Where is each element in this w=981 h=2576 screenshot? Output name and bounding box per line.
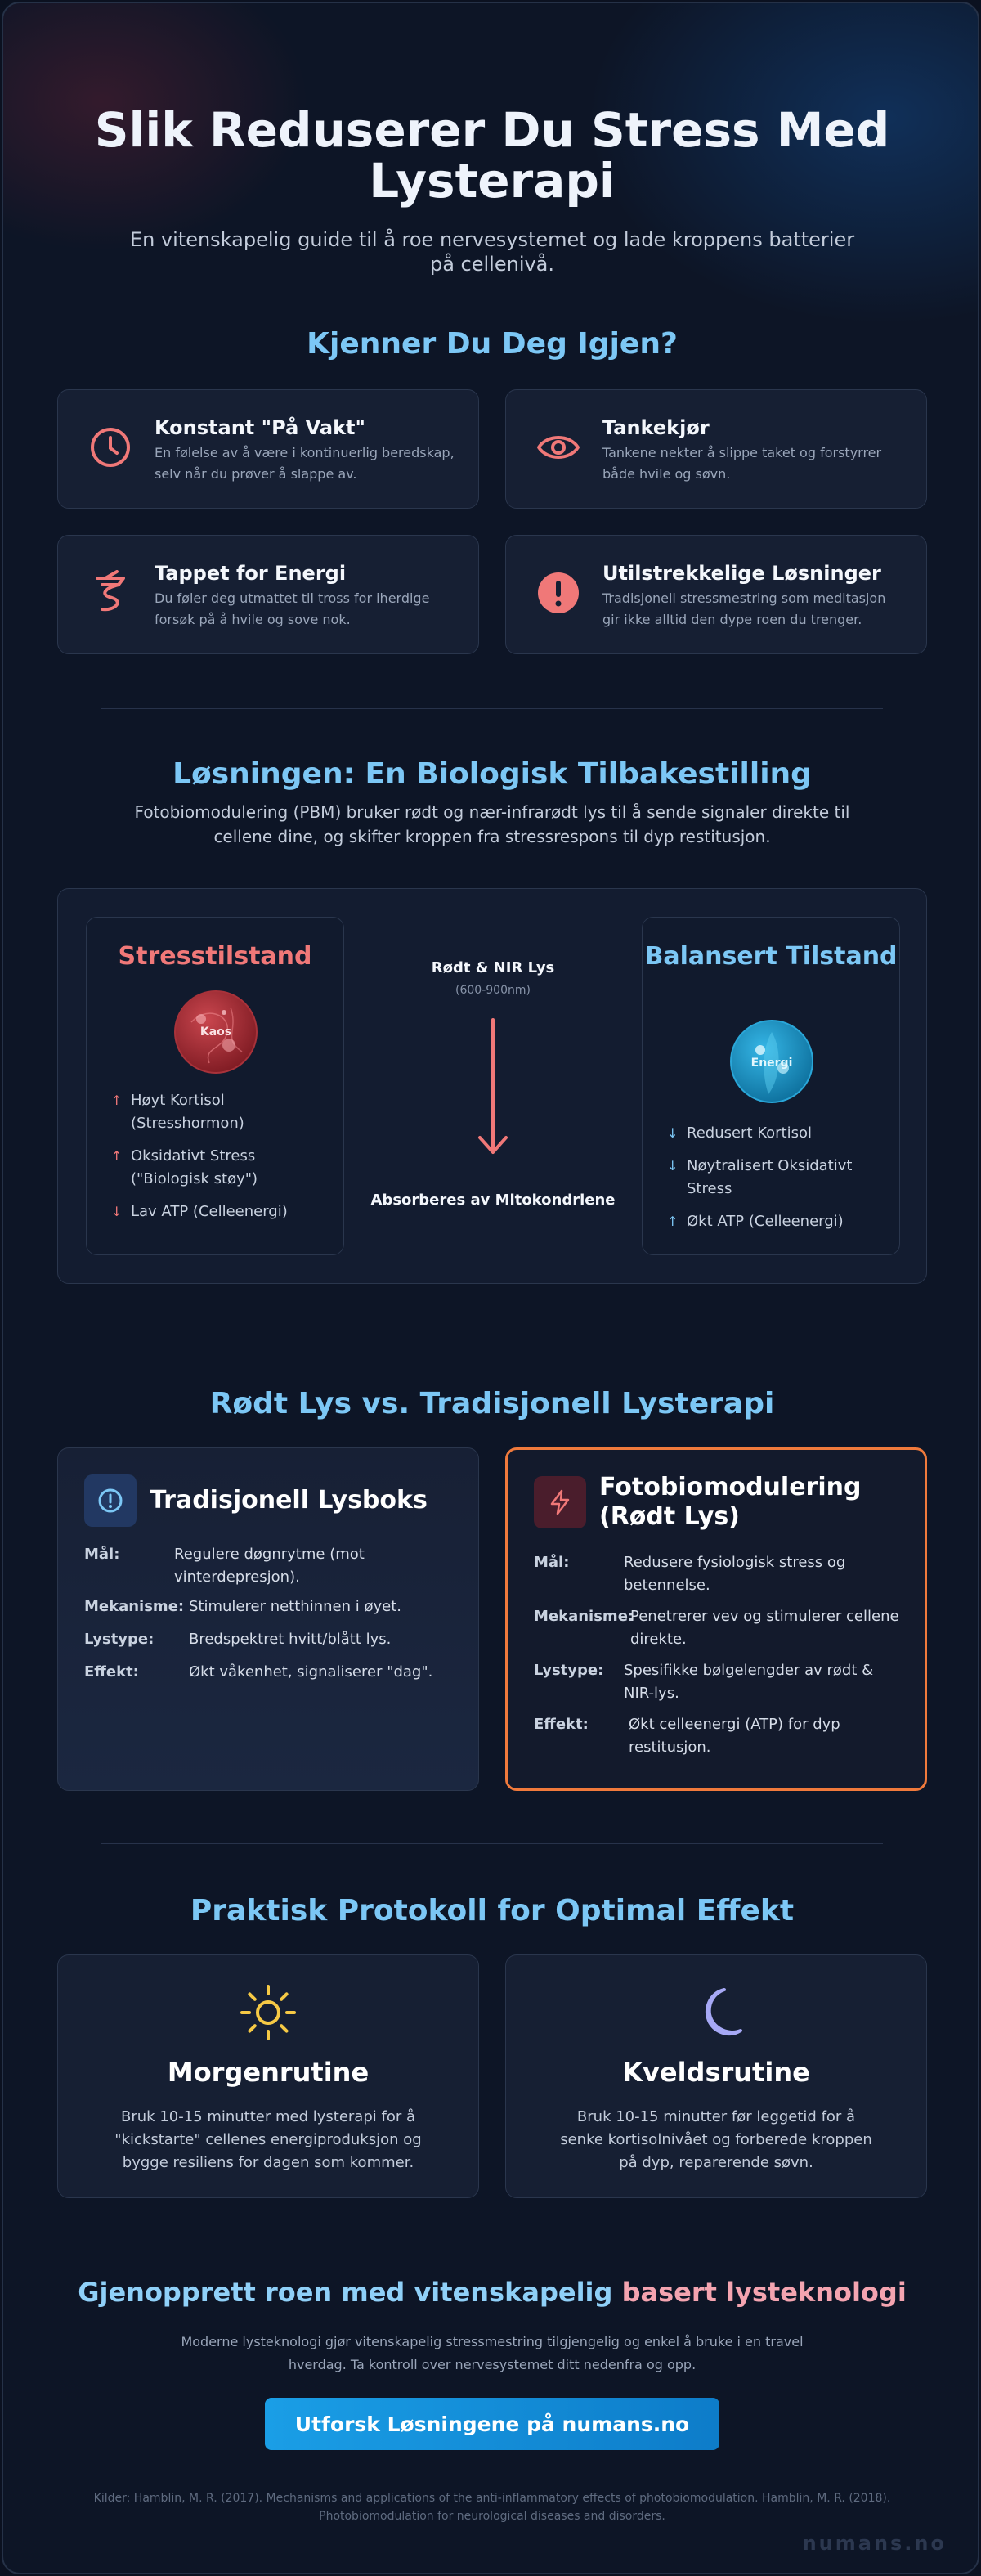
row-value: Penetrerer vev og stimulerer cellene direkte. <box>630 1608 899 1648</box>
protocol-heading: Praktisk Protokoll for Optimal Effekt <box>190 1894 795 1928</box>
symptom-title: Utilstrekkelige Løsninger <box>602 562 881 585</box>
solution-heading: Løsningen: En Biologisk Tilbakestilling <box>172 757 812 791</box>
symptom-desc: Du føler deg utmattet til tross for iherdige forsøk på å hvile og sove nok. <box>155 590 430 627</box>
symptoms-heading: Kjenner Du Deg Igjen? <box>307 327 678 361</box>
pbm-title: Fotobiomodulering (Rødt Lys) <box>599 1473 862 1531</box>
moon-icon <box>687 1983 746 2042</box>
morning-title: Morgenrutine <box>167 2057 370 2088</box>
light-transition <box>344 917 642 1255</box>
info-icon <box>97 1488 123 1514</box>
balanced-item-text: Økt ATP (Celleenergi) <box>687 1213 844 1230</box>
chaos-orb-label: Kaos <box>199 1025 232 1039</box>
info-icon-box <box>84 1474 137 1527</box>
stress-state-box <box>86 917 344 1255</box>
balanced-state-box <box>642 917 900 1255</box>
clock-icon <box>87 424 133 470</box>
page-title: Slik Reduserer Du Stress Med Lysterapi <box>94 102 890 209</box>
balanced-item-text: Redusert Kortisol <box>687 1124 813 1142</box>
symptom-title: Tappet for Energi <box>155 562 347 585</box>
arrow-down-icon <box>477 1018 509 1157</box>
comparison-heading: Rødt Lys vs. Tradisjonell Lysterapi <box>209 1387 775 1420</box>
stress-item <box>111 1089 329 1135</box>
row-key: Lystype: <box>534 1662 604 1679</box>
symptom-card-drained <box>57 535 479 654</box>
pbm-row-mechanism <box>534 1605 900 1651</box>
pbm-card <box>505 1447 927 1791</box>
eye-icon <box>535 424 581 470</box>
infographic-page <box>2 2 979 2574</box>
row-key: Lystype: <box>84 1631 155 1648</box>
symptom-desc: Tankene nekter å slippe taket og forstyrrer både hvile og søvn. <box>602 445 882 482</box>
stress-item-text: Lav ATP (Celleenergi) <box>131 1203 288 1220</box>
traditional-title: Tradisjonell Lysboks <box>150 1486 428 1515</box>
stress-item <box>111 1145 329 1191</box>
energy-orb-label: Energi <box>750 1057 793 1070</box>
balanced-item <box>667 1122 885 1145</box>
alert-icon <box>535 570 581 616</box>
symptom-card-on-guard <box>57 389 479 509</box>
traditional-row-goal <box>84 1543 454 1589</box>
light-label: Rødt & NIR Lys <box>431 959 555 976</box>
brand-watermark: numans.no <box>802 2532 947 2555</box>
balanced-item-text: Nøytralisert Oksidativt Stress <box>687 1157 853 1197</box>
row-value: Bredspektret hvitt/blått lys. <box>189 1631 392 1648</box>
stress-item-text: Høyt Kortisol (Stresshormon) <box>131 1092 244 1132</box>
arrow-down-icon: ↓ <box>667 1125 679 1141</box>
row-key: Effekt: <box>84 1663 139 1681</box>
evening-routine-card <box>505 1954 927 2198</box>
symptom-card-racing-thoughts <box>505 389 927 509</box>
wavelength-label: (600-900nm) <box>455 984 531 997</box>
pbm-row-effect <box>534 1713 900 1759</box>
row-key: Mekanisme: <box>84 1598 185 1615</box>
evening-desc: Bruk 10-15 minutter før leggetid for å senke kortisolnivået og forberede kroppen på dyp, reparerende søvn. <box>560 2108 872 2171</box>
row-key: Mål: <box>84 1546 120 1563</box>
balanced-state-title: Balansert Tilstand <box>644 942 898 971</box>
solution-desc: Fotobiomodulering (PBM) bruker rødt og nær-infrarødt lys til å sende signaler direkte til cellene dine, og skifter kroppen fra stressrespons til dyp restitusjon. <box>134 802 850 846</box>
arrow-up-icon: ↑ <box>667 1214 679 1229</box>
arrow-down-icon: ↓ <box>111 1204 123 1219</box>
cta-title <box>52 2277 932 2308</box>
morning-routine-card <box>57 1954 479 2198</box>
symptom-card-insufficient-solutions <box>505 535 927 654</box>
lightning-icon <box>547 1489 573 1515</box>
row-value: Regulere døgnrytme (mot vinterdepresjon). <box>174 1546 365 1586</box>
lightning-icon-box <box>534 1476 586 1528</box>
stress-state-title: Stresstilstand <box>118 942 312 971</box>
evening-title: Kveldsrutine <box>622 2057 810 2088</box>
cta-title-part1: Gjenopprett roen med vitenskapelig <box>78 2277 622 2308</box>
page-subtitle: En vitenskapelig guide til å roe nervesystemet og lade kroppens batterier på cellenivå. <box>129 228 855 276</box>
drained-icon <box>87 570 133 616</box>
section-divider <box>101 708 883 709</box>
arrow-down-icon: ↓ <box>667 1158 679 1174</box>
row-value: Redusere fysiologisk stress og betennelse. <box>624 1554 846 1594</box>
section-divider <box>101 1843 883 1844</box>
balanced-state-list <box>667 1122 885 1243</box>
row-value: Spesifikke bølgelengder av rødt & NIR-lys. <box>624 1662 874 1702</box>
balanced-item <box>667 1210 885 1233</box>
arrow-up-icon: ↑ <box>111 1148 123 1164</box>
cta-title-part2: basert lysteknologi <box>621 2277 907 2308</box>
traditional-row-mechanism <box>84 1595 454 1618</box>
state-transition-panel <box>57 888 927 1284</box>
symptom-title: Tankekjør <box>602 416 710 439</box>
cta-desc: Moderne lysteknologi gjør vitenskapelig stressmestring tilgjengelig og enkel å bruke i en travel hverdag. Ta kontroll over nervesystemet ditt nedenfra og opp. <box>181 2334 804 2372</box>
stress-item-text: Oksidativt Stress ("Biologisk støy") <box>131 1147 258 1187</box>
stress-item <box>111 1200 329 1223</box>
row-value: Økt celleenergi (ATP) for dyp restitusjon. <box>629 1716 840 1756</box>
row-key: Effekt: <box>534 1716 589 1733</box>
row-key: Mål: <box>534 1554 570 1571</box>
morning-desc: Bruk 10-15 minutter med lysterapi for å "kickstarte" cellenes energiproduksjon og bygge resiliens for dagen som kommer. <box>114 2108 422 2171</box>
arrow-up-icon: ↑ <box>111 1093 123 1108</box>
traditional-row-light-type <box>84 1628 454 1651</box>
sources-text: Kilder: Hamblin, M. R. (2017). Mechanisms and applications of the anti-inflammatory effects of photobiomodulation. Hamblin, M. R. (2018). Photobiomodulation for neurological diseases and disorders. <box>93 2492 891 2523</box>
balanced-item <box>667 1155 885 1200</box>
pbm-row-goal <box>534 1551 900 1597</box>
sun-icon <box>239 1983 298 2042</box>
row-value: Økt våkenhet, signaliserer "dag". <box>189 1663 433 1681</box>
symptom-desc: En følelse av å være i kontinuerlig beredskap, selv når du prøver å slappe av. <box>155 445 455 482</box>
row-value: Stimulerer netthinnen i øyet. <box>189 1598 401 1615</box>
symptom-desc: Tradisjonell stressmestring som meditasjon gir ikke alltid den dype roen du trenger. <box>602 590 886 627</box>
explore-solutions-button[interactable]: Utforsk Løsningene på numans.no <box>265 2398 719 2450</box>
traditional-lightbox-card <box>57 1447 479 1791</box>
row-key: Mekanisme: <box>534 1608 634 1625</box>
symptom-title: Konstant "På Vakt" <box>155 416 366 439</box>
traditional-row-effect <box>84 1661 454 1684</box>
absorb-label: Absorberes av Mitokondriene <box>370 1192 616 1209</box>
pbm-row-light-type <box>534 1659 900 1705</box>
stress-state-list <box>111 1089 329 1233</box>
